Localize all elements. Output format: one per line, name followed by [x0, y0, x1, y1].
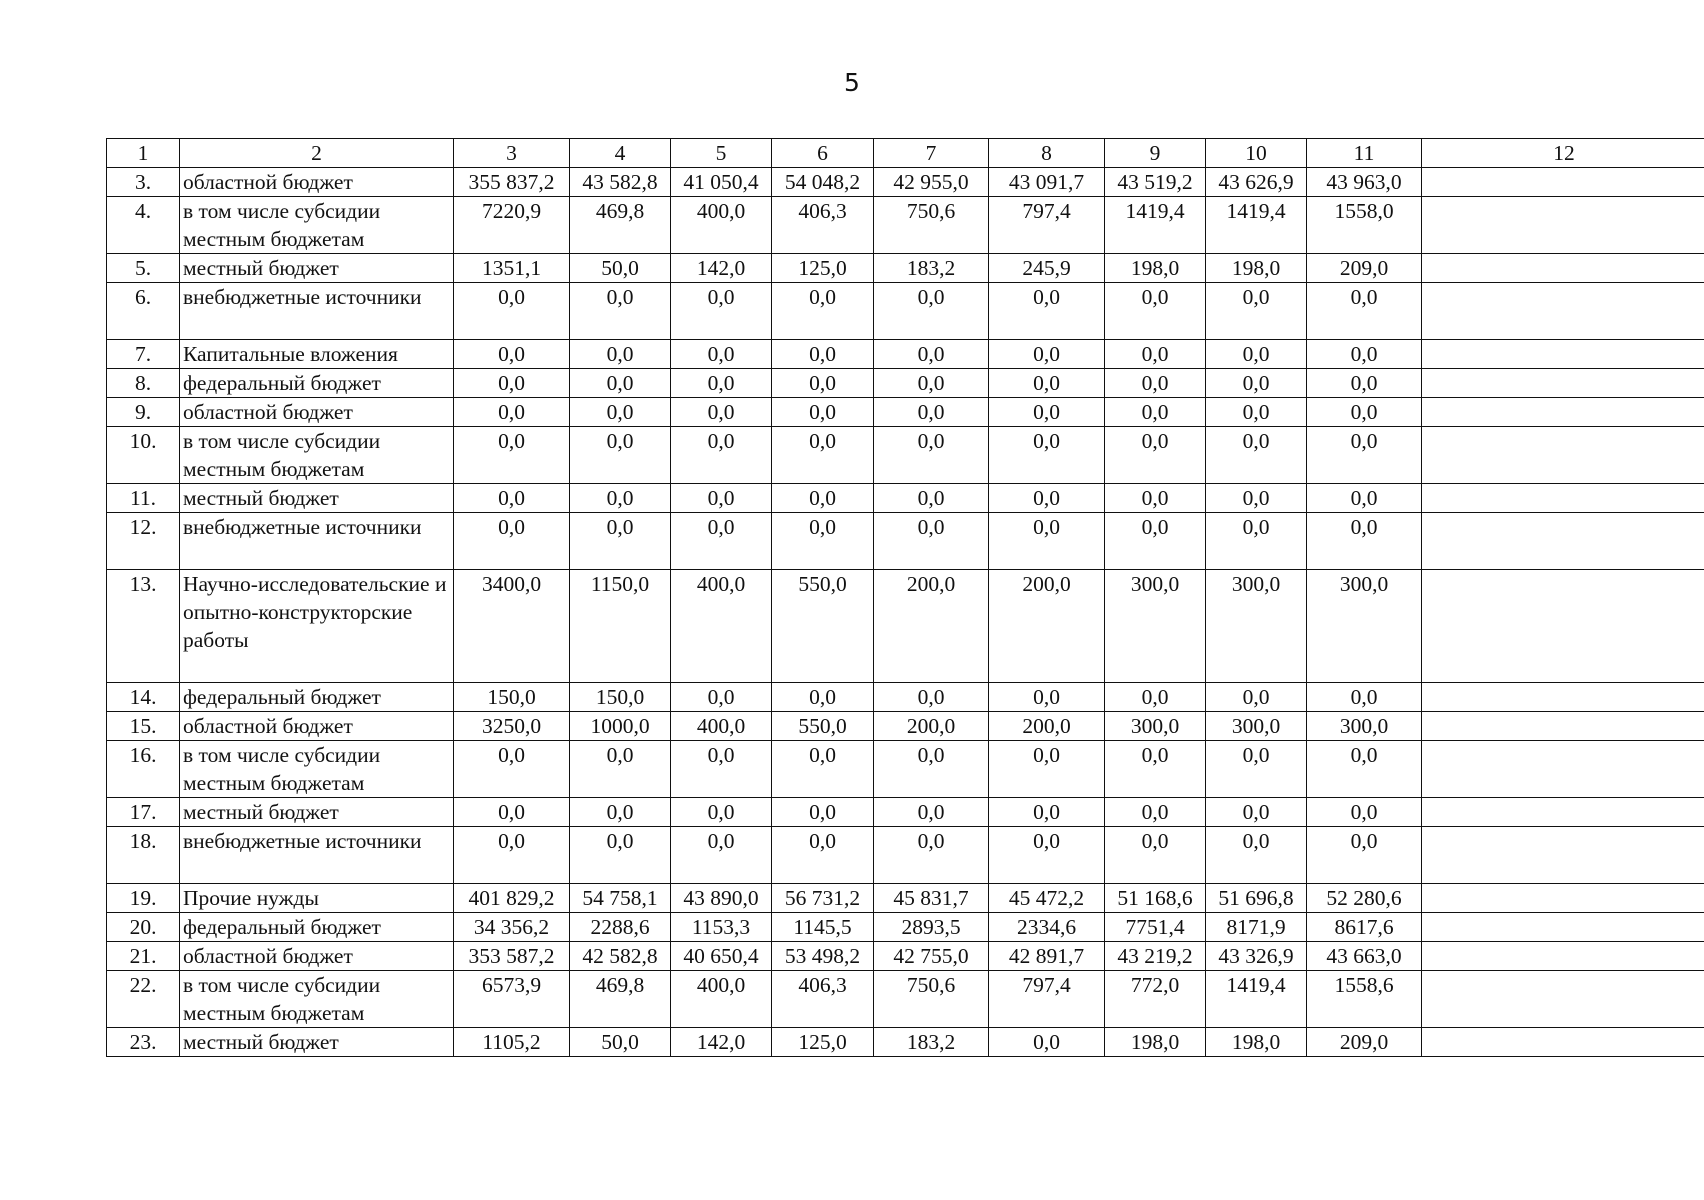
- table-row: [107, 971, 1704, 1028]
- value-cell: [1422, 254, 1704, 283]
- value-cell: [1422, 427, 1704, 484]
- value-cell: 6573,9: [454, 971, 570, 1028]
- column-header: 3: [454, 139, 570, 168]
- value-cell: 0,0: [570, 827, 671, 884]
- value-cell: [1422, 369, 1704, 398]
- table-row: [107, 197, 1704, 254]
- table-row: [107, 427, 1704, 484]
- value-cell: 300,0: [1105, 570, 1206, 683]
- value-cell: 0,0: [1206, 741, 1307, 798]
- row-number-cell: 4.: [107, 197, 180, 254]
- value-cell: 0,0: [570, 484, 671, 513]
- value-cell: 53 498,2: [772, 942, 874, 971]
- value-cell: 0,0: [989, 283, 1105, 340]
- value-cell: [1422, 1028, 1704, 1057]
- table-row: [107, 798, 1704, 827]
- value-cell: 0,0: [1307, 513, 1422, 570]
- row-name-cell: федеральный бюджет: [180, 913, 454, 942]
- row-name-cell: областной бюджет: [180, 168, 454, 197]
- value-cell: 0,0: [874, 798, 989, 827]
- value-cell: 0,0: [454, 369, 570, 398]
- value-cell: 0,0: [989, 484, 1105, 513]
- table-row: [107, 283, 1704, 340]
- column-header: 11: [1307, 139, 1422, 168]
- table-row: [107, 942, 1704, 971]
- value-cell: 0,0: [1307, 741, 1422, 798]
- value-cell: 0,0: [454, 798, 570, 827]
- value-cell: 42 755,0: [874, 942, 989, 971]
- value-cell: 0,0: [1105, 683, 1206, 712]
- value-cell: 0,0: [772, 741, 874, 798]
- row-number-cell: 19.: [107, 884, 180, 913]
- value-cell: [1422, 798, 1704, 827]
- value-cell: 0,0: [874, 741, 989, 798]
- value-cell: 1351,1: [454, 254, 570, 283]
- value-cell: 0,0: [874, 484, 989, 513]
- value-cell: 125,0: [772, 254, 874, 283]
- column-header: 2: [180, 139, 454, 168]
- value-cell: 1558,0: [1307, 197, 1422, 254]
- value-cell: 183,2: [874, 254, 989, 283]
- value-cell: 1000,0: [570, 712, 671, 741]
- value-cell: 0,0: [1105, 484, 1206, 513]
- value-cell: 0,0: [1206, 427, 1307, 484]
- value-cell: 0,0: [671, 513, 772, 570]
- value-cell: 1145,5: [772, 913, 874, 942]
- value-cell: 1105,2: [454, 1028, 570, 1057]
- value-cell: 245,9: [989, 254, 1105, 283]
- value-cell: 0,0: [772, 513, 874, 570]
- value-cell: 0,0: [989, 827, 1105, 884]
- value-cell: 406,3: [772, 971, 874, 1028]
- value-cell: 401 829,2: [454, 884, 570, 913]
- row-number-cell: 10.: [107, 427, 180, 484]
- row-name-cell: в том числе субсидии местным бюджетам: [180, 427, 454, 484]
- value-cell: 0,0: [570, 340, 671, 369]
- value-cell: 797,4: [989, 197, 1105, 254]
- table-row: [107, 884, 1704, 913]
- value-cell: 0,0: [671, 827, 772, 884]
- value-cell: 200,0: [874, 570, 989, 683]
- row-name-cell: внебюджетные источники: [180, 827, 454, 884]
- value-cell: 200,0: [989, 570, 1105, 683]
- value-cell: [1422, 971, 1704, 1028]
- row-number-cell: 20.: [107, 913, 180, 942]
- value-cell: 43 963,0: [1307, 168, 1422, 197]
- value-cell: 0,0: [454, 340, 570, 369]
- row-name-cell: Прочие нужды: [180, 884, 454, 913]
- value-cell: 198,0: [1206, 254, 1307, 283]
- value-cell: 0,0: [454, 741, 570, 798]
- value-cell: 400,0: [671, 570, 772, 683]
- value-cell: 50,0: [570, 1028, 671, 1057]
- value-cell: 0,0: [1206, 283, 1307, 340]
- row-name-cell: в том числе субсидии местным бюджетам: [180, 741, 454, 798]
- value-cell: 51 696,8: [1206, 884, 1307, 913]
- value-cell: 400,0: [671, 971, 772, 1028]
- value-cell: 1150,0: [570, 570, 671, 683]
- value-cell: 469,8: [570, 971, 671, 1028]
- value-cell: 45 831,7: [874, 884, 989, 913]
- value-cell: 400,0: [671, 197, 772, 254]
- value-cell: 0,0: [772, 427, 874, 484]
- budget-table: [106, 138, 1704, 1057]
- value-cell: [1422, 484, 1704, 513]
- value-cell: [1422, 913, 1704, 942]
- value-cell: 7220,9: [454, 197, 570, 254]
- row-name-cell: местный бюджет: [180, 1028, 454, 1057]
- value-cell: 142,0: [671, 254, 772, 283]
- value-cell: 0,0: [671, 340, 772, 369]
- value-cell: [1422, 570, 1704, 683]
- value-cell: 2893,5: [874, 913, 989, 942]
- value-cell: 43 626,9: [1206, 168, 1307, 197]
- table-row: [107, 168, 1704, 197]
- column-number-row: [107, 139, 1704, 168]
- value-cell: 355 837,2: [454, 168, 570, 197]
- value-cell: 0,0: [1307, 798, 1422, 827]
- value-cell: 209,0: [1307, 1028, 1422, 1057]
- row-number-cell: 15.: [107, 712, 180, 741]
- value-cell: 2334,6: [989, 913, 1105, 942]
- value-cell: 0,0: [570, 427, 671, 484]
- table-row: [107, 683, 1704, 712]
- value-cell: 43 582,8: [570, 168, 671, 197]
- value-cell: 2288,6: [570, 913, 671, 942]
- row-name-cell: внебюджетные источники: [180, 283, 454, 340]
- value-cell: 0,0: [874, 340, 989, 369]
- value-cell: 0,0: [1105, 827, 1206, 884]
- value-cell: 209,0: [1307, 254, 1422, 283]
- value-cell: 772,0: [1105, 971, 1206, 1028]
- value-cell: 0,0: [454, 283, 570, 340]
- value-cell: 0,0: [874, 369, 989, 398]
- value-cell: 353 587,2: [454, 942, 570, 971]
- row-name-cell: Научно-исследовательские и опытно-конструкторские работы: [180, 570, 454, 683]
- value-cell: 0,0: [989, 1028, 1105, 1057]
- value-cell: 0,0: [1105, 340, 1206, 369]
- value-cell: 43 519,2: [1105, 168, 1206, 197]
- value-cell: 34 356,2: [454, 913, 570, 942]
- value-cell: [1422, 741, 1704, 798]
- value-cell: 0,0: [1105, 369, 1206, 398]
- row-number-cell: 6.: [107, 283, 180, 340]
- value-cell: 0,0: [671, 683, 772, 712]
- row-number-cell: 14.: [107, 683, 180, 712]
- column-header: 8: [989, 139, 1105, 168]
- value-cell: 198,0: [1105, 254, 1206, 283]
- value-cell: 3250,0: [454, 712, 570, 741]
- value-cell: 198,0: [1206, 1028, 1307, 1057]
- row-number-cell: 3.: [107, 168, 180, 197]
- table-row: [107, 712, 1704, 741]
- value-cell: 150,0: [454, 683, 570, 712]
- value-cell: 0,0: [1307, 340, 1422, 369]
- value-cell: 0,0: [989, 398, 1105, 427]
- value-cell: 0,0: [454, 827, 570, 884]
- value-cell: 51 168,6: [1105, 884, 1206, 913]
- value-cell: 1419,4: [1206, 197, 1307, 254]
- table-row: [107, 340, 1704, 369]
- value-cell: 750,6: [874, 971, 989, 1028]
- value-cell: 0,0: [570, 283, 671, 340]
- table-body: [107, 139, 1704, 1057]
- column-header: 4: [570, 139, 671, 168]
- value-cell: 469,8: [570, 197, 671, 254]
- value-cell: 0,0: [570, 369, 671, 398]
- row-name-cell: в том числе субсидии местным бюджетам: [180, 971, 454, 1028]
- row-number-cell: 16.: [107, 741, 180, 798]
- value-cell: 0,0: [671, 427, 772, 484]
- value-cell: 54 758,1: [570, 884, 671, 913]
- column-header: 6: [772, 139, 874, 168]
- row-name-cell: федеральный бюджет: [180, 683, 454, 712]
- value-cell: 0,0: [671, 283, 772, 340]
- value-cell: [1422, 712, 1704, 741]
- value-cell: 56 731,2: [772, 884, 874, 913]
- value-cell: 0,0: [1307, 398, 1422, 427]
- value-cell: 183,2: [874, 1028, 989, 1057]
- table-row: [107, 570, 1704, 683]
- value-cell: 43 890,0: [671, 884, 772, 913]
- row-name-cell: федеральный бюджет: [180, 369, 454, 398]
- table-row: [107, 1028, 1704, 1057]
- table-row: [107, 369, 1704, 398]
- value-cell: 300,0: [1105, 712, 1206, 741]
- value-cell: 300,0: [1206, 712, 1307, 741]
- value-cell: 0,0: [1206, 513, 1307, 570]
- row-name-cell: внебюджетные источники: [180, 513, 454, 570]
- table-row: [107, 913, 1704, 942]
- value-cell: 0,0: [989, 369, 1105, 398]
- row-number-cell: 22.: [107, 971, 180, 1028]
- value-cell: 0,0: [671, 798, 772, 827]
- value-cell: 0,0: [454, 427, 570, 484]
- value-cell: 42 891,7: [989, 942, 1105, 971]
- value-cell: 50,0: [570, 254, 671, 283]
- value-cell: [1422, 827, 1704, 884]
- value-cell: 550,0: [772, 712, 874, 741]
- value-cell: 150,0: [570, 683, 671, 712]
- value-cell: 0,0: [1307, 369, 1422, 398]
- table-row: [107, 513, 1704, 570]
- value-cell: 406,3: [772, 197, 874, 254]
- value-cell: 0,0: [772, 827, 874, 884]
- value-cell: 200,0: [989, 712, 1105, 741]
- value-cell: 0,0: [989, 427, 1105, 484]
- row-name-cell: областной бюджет: [180, 942, 454, 971]
- value-cell: 54 048,2: [772, 168, 874, 197]
- table-row: [107, 484, 1704, 513]
- value-cell: 0,0: [1105, 798, 1206, 827]
- value-cell: 0,0: [1105, 283, 1206, 340]
- value-cell: 0,0: [874, 427, 989, 484]
- value-cell: 550,0: [772, 570, 874, 683]
- value-cell: 0,0: [772, 484, 874, 513]
- value-cell: 3400,0: [454, 570, 570, 683]
- value-cell: 0,0: [1105, 427, 1206, 484]
- row-name-cell: местный бюджет: [180, 484, 454, 513]
- value-cell: 41 050,4: [671, 168, 772, 197]
- row-number-cell: 21.: [107, 942, 180, 971]
- row-number-cell: 9.: [107, 398, 180, 427]
- table-row: [107, 398, 1704, 427]
- value-cell: 125,0: [772, 1028, 874, 1057]
- value-cell: 42 582,8: [570, 942, 671, 971]
- row-name-cell: областной бюджет: [180, 712, 454, 741]
- value-cell: 0,0: [989, 340, 1105, 369]
- value-cell: 8171,9: [1206, 913, 1307, 942]
- value-cell: 0,0: [1206, 340, 1307, 369]
- value-cell: 0,0: [570, 741, 671, 798]
- value-cell: 0,0: [671, 741, 772, 798]
- value-cell: 40 650,4: [671, 942, 772, 971]
- value-cell: [1422, 283, 1704, 340]
- value-cell: [1422, 340, 1704, 369]
- value-cell: 45 472,2: [989, 884, 1105, 913]
- row-number-cell: 12.: [107, 513, 180, 570]
- column-header: 1: [107, 139, 180, 168]
- value-cell: 0,0: [1105, 741, 1206, 798]
- row-name-cell: областной бюджет: [180, 398, 454, 427]
- value-cell: 198,0: [1105, 1028, 1206, 1057]
- value-cell: 43 091,7: [989, 168, 1105, 197]
- value-cell: [1422, 683, 1704, 712]
- row-number-cell: 11.: [107, 484, 180, 513]
- value-cell: 0,0: [454, 484, 570, 513]
- value-cell: 43 663,0: [1307, 942, 1422, 971]
- value-cell: 0,0: [454, 398, 570, 427]
- value-cell: 0,0: [1105, 398, 1206, 427]
- row-number-cell: 13.: [107, 570, 180, 683]
- value-cell: 0,0: [570, 398, 671, 427]
- row-number-cell: 5.: [107, 254, 180, 283]
- value-cell: 1419,4: [1105, 197, 1206, 254]
- value-cell: 0,0: [1206, 484, 1307, 513]
- value-cell: 0,0: [1307, 683, 1422, 712]
- value-cell: 0,0: [671, 398, 772, 427]
- value-cell: 0,0: [772, 798, 874, 827]
- value-cell: 42 955,0: [874, 168, 989, 197]
- value-cell: 52 280,6: [1307, 884, 1422, 913]
- value-cell: 1558,6: [1307, 971, 1422, 1028]
- value-cell: 797,4: [989, 971, 1105, 1028]
- value-cell: 300,0: [1307, 570, 1422, 683]
- value-cell: 200,0: [874, 712, 989, 741]
- value-cell: 1153,3: [671, 913, 772, 942]
- row-number-cell: 7.: [107, 340, 180, 369]
- value-cell: 0,0: [570, 513, 671, 570]
- row-number-cell: 18.: [107, 827, 180, 884]
- value-cell: 43 326,9: [1206, 942, 1307, 971]
- value-cell: 0,0: [1307, 427, 1422, 484]
- value-cell: 0,0: [454, 513, 570, 570]
- value-cell: [1422, 513, 1704, 570]
- table-row: [107, 827, 1704, 884]
- page-number: 5: [844, 68, 860, 97]
- value-cell: 0,0: [772, 369, 874, 398]
- row-number-cell: 23.: [107, 1028, 180, 1057]
- value-cell: 0,0: [772, 283, 874, 340]
- value-cell: 0,0: [989, 798, 1105, 827]
- value-cell: 0,0: [989, 513, 1105, 570]
- value-cell: 0,0: [1206, 369, 1307, 398]
- row-name-cell: местный бюджет: [180, 254, 454, 283]
- value-cell: 0,0: [1105, 513, 1206, 570]
- value-cell: [1422, 942, 1704, 971]
- value-cell: 750,6: [874, 197, 989, 254]
- value-cell: 0,0: [772, 683, 874, 712]
- column-header: 10: [1206, 139, 1307, 168]
- value-cell: 400,0: [671, 712, 772, 741]
- value-cell: 0,0: [1307, 283, 1422, 340]
- value-cell: 8617,6: [1307, 913, 1422, 942]
- value-cell: 0,0: [1206, 683, 1307, 712]
- value-cell: 0,0: [671, 369, 772, 398]
- row-name-cell: местный бюджет: [180, 798, 454, 827]
- value-cell: 0,0: [989, 741, 1105, 798]
- value-cell: 0,0: [1206, 398, 1307, 427]
- row-name-cell: Капитальные вложения: [180, 340, 454, 369]
- value-cell: 300,0: [1307, 712, 1422, 741]
- value-cell: 43 219,2: [1105, 942, 1206, 971]
- value-cell: [1422, 884, 1704, 913]
- value-cell: 0,0: [671, 484, 772, 513]
- value-cell: 0,0: [772, 340, 874, 369]
- value-cell: 1419,4: [1206, 971, 1307, 1028]
- value-cell: 0,0: [772, 398, 874, 427]
- value-cell: 0,0: [874, 398, 989, 427]
- row-name-cell: в том числе субсидии местным бюджетам: [180, 197, 454, 254]
- column-header: 12: [1422, 139, 1704, 168]
- value-cell: 0,0: [989, 683, 1105, 712]
- row-number-cell: 8.: [107, 369, 180, 398]
- column-header: 9: [1105, 139, 1206, 168]
- value-cell: 0,0: [1206, 798, 1307, 827]
- value-cell: 0,0: [1307, 484, 1422, 513]
- table-row: [107, 741, 1704, 798]
- value-cell: 0,0: [874, 827, 989, 884]
- value-cell: 300,0: [1206, 570, 1307, 683]
- value-cell: 0,0: [570, 798, 671, 827]
- row-number-cell: 17.: [107, 798, 180, 827]
- value-cell: [1422, 168, 1704, 197]
- value-cell: 7751,4: [1105, 913, 1206, 942]
- column-header: 5: [671, 139, 772, 168]
- table-row: [107, 254, 1704, 283]
- value-cell: 0,0: [874, 513, 989, 570]
- value-cell: 0,0: [1307, 827, 1422, 884]
- value-cell: 142,0: [671, 1028, 772, 1057]
- value-cell: 0,0: [1206, 827, 1307, 884]
- value-cell: 0,0: [874, 683, 989, 712]
- value-cell: [1422, 398, 1704, 427]
- column-header: 7: [874, 139, 989, 168]
- value-cell: [1422, 197, 1704, 254]
- value-cell: 0,0: [874, 283, 989, 340]
